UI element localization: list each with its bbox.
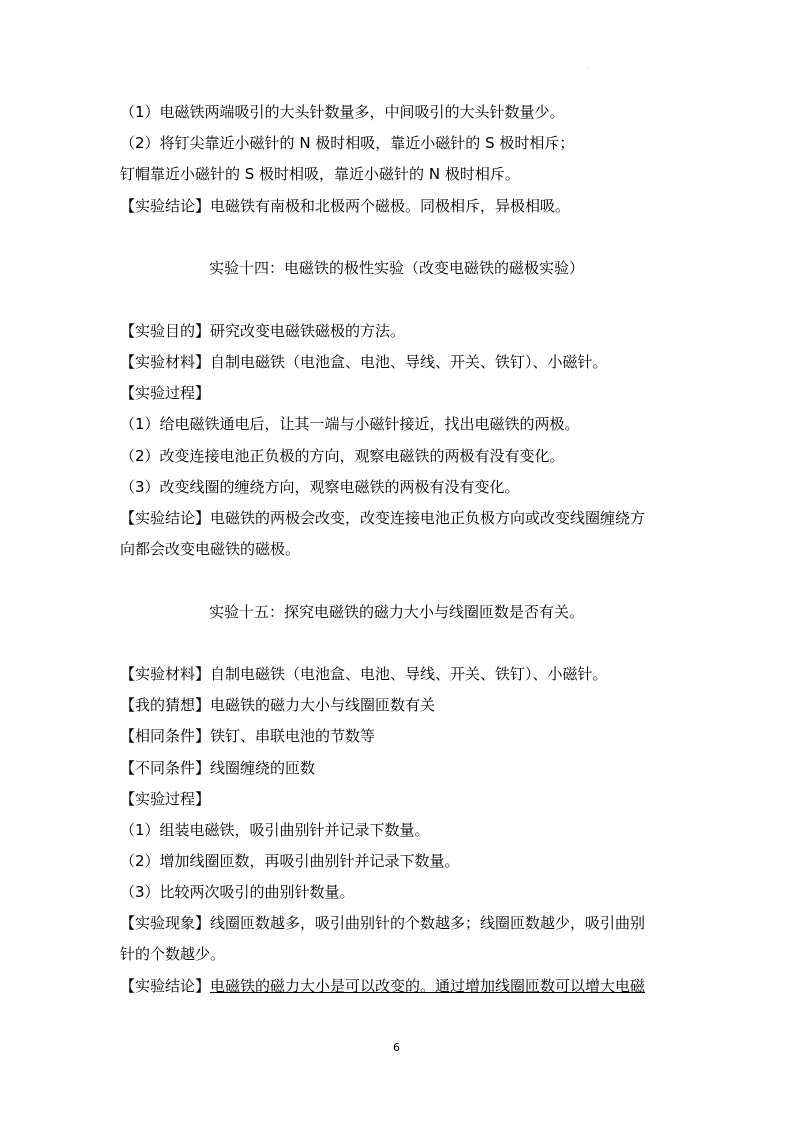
page-number: 6 xyxy=(393,1041,400,1054)
experiment-14-heading: 实验十四：电磁铁的极性实验（改变电磁铁的磁极实验） xyxy=(208,259,584,277)
experiment-15-step-2: （2）增加线圈匝数，再吸引曲别针并记录下数量。 xyxy=(120,852,460,870)
experiment-15-phenomenon-1: 【实验现象】线圈匝数越多，吸引曲别针的个数越多；线圈匝数越少，吸引曲别 xyxy=(120,914,646,932)
experiment-15-different-conditions: 【不同条件】线圈缠绕的匝数 xyxy=(120,759,316,777)
experiment-15-conclusion xyxy=(120,976,680,996)
experiment-15-same-conditions: 【相同条件】铁钉、串联电池的节数等 xyxy=(120,727,376,745)
experiment-15-step-3: （3）比较两次吸引的曲别针数量。 xyxy=(120,883,355,901)
conclusion-text: 电磁铁的磁力大小是可以改变的。通过增加线圈匝数可以增大电磁 xyxy=(210,977,646,995)
experiment-15-heading: 实验十五：探究电磁铁的磁力大小与线圈匝数是否有关。 xyxy=(208,603,584,621)
experiment-14-materials: 【实验材料】自制电磁铁（电池盒、电池、导线、开关、铁钉）、小磁针。 xyxy=(120,353,608,371)
experiment-15-process-label: 【实验过程】 xyxy=(120,790,211,808)
experiment-14-conclusion-2: 向都会改变电磁铁的磁极。 xyxy=(120,540,301,558)
experiment-14-step-3: （3）改变线圈的缠绕方向，观察电磁铁的两极有没有变化。 xyxy=(120,478,520,496)
corner-mark: · xyxy=(588,65,590,72)
experiment-14-purpose: 【实验目的】研究改变电磁铁磁极的方法。 xyxy=(120,322,406,340)
conclusion-label: 【实验结论】 xyxy=(120,977,211,995)
experiment-15-hypothesis: 【我的猜想】电磁铁的磁力大小与线圈匝数有关 xyxy=(120,696,436,714)
observation-line-3: 钉帽靠近小磁针的 S 极时相吸，靠近小磁针的 N 极时相斥。 xyxy=(120,165,520,183)
experiment-15-phenomenon-2: 针的个数越少。 xyxy=(120,945,226,963)
experiment-15-step-1: （1）组装电磁铁，吸引曲别针并记录下数量。 xyxy=(120,821,430,839)
observation-line-1: （1）电磁铁两端吸引的大头针数量多，中间吸引的大头针数量少。 xyxy=(120,103,565,121)
conclusion-line-13: 【实验结论】电磁铁有南极和北极两个磁极。同极相斥，异极相吸。 xyxy=(120,197,571,215)
observation-line-2: （2）将钉尖靠近小磁针的 N 极时相吸，靠近小磁针的 S 极时相斥； xyxy=(120,134,575,152)
experiment-14-step-2: （2）改变连接电池正负极的方向，观察电磁铁的两极有没有变化。 xyxy=(120,447,565,465)
experiment-14-step-1: （1）给电磁铁通电后，让其一端与小磁针接近，找出电磁铁的两极。 xyxy=(120,415,580,433)
experiment-14-process-label: 【实验过程】 xyxy=(120,384,211,402)
experiment-15-materials: 【实验材料】自制电磁铁（电池盒、电池、导线、开关、铁钉）、小磁针。 xyxy=(120,665,608,683)
experiment-14-conclusion-1: 【实验结论】电磁铁的两极会改变，改变连接电池正负极方向或改变线圈缠绕方 xyxy=(120,509,646,527)
